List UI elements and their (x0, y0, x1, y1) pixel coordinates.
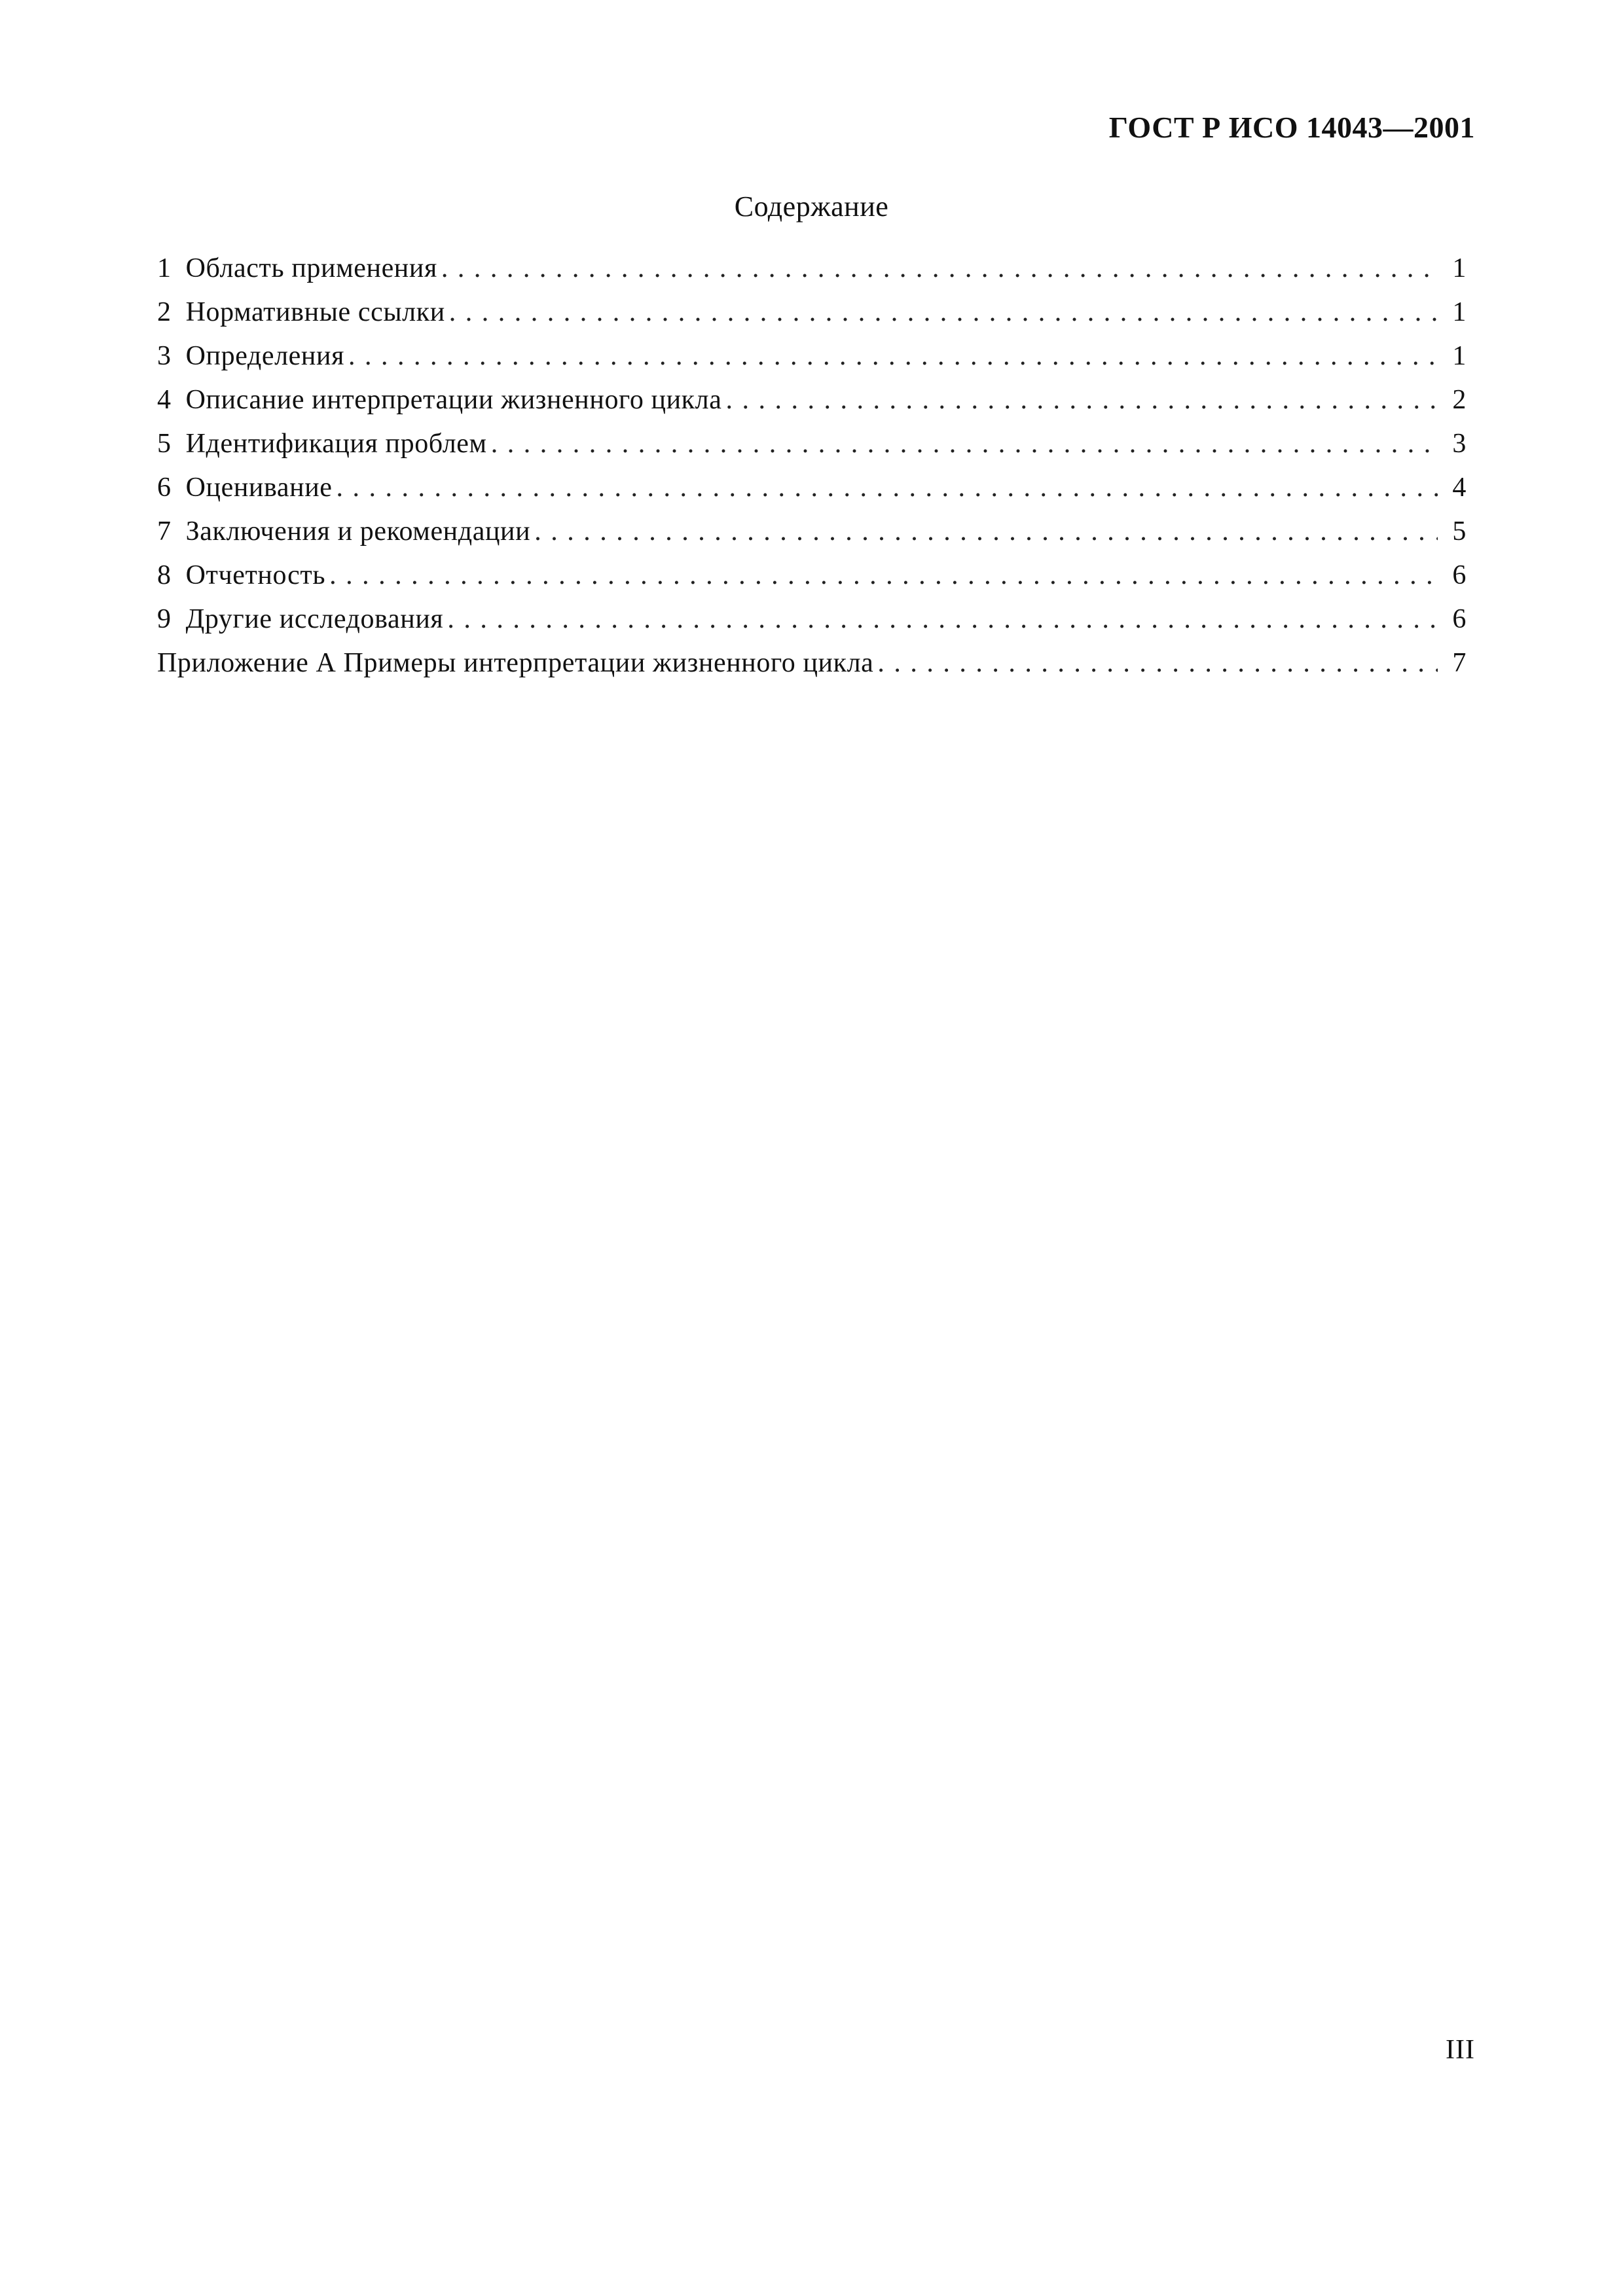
toc-entry-normative-references[interactable] (157, 296, 1467, 340)
toc-entry-page: 1 (1452, 297, 1467, 327)
toc-entry-interpretation-description[interactable] (157, 384, 1467, 428)
toc-leader-dots (877, 647, 1438, 679)
toc-entry-title: Заключения и рекомендации (185, 516, 531, 547)
toc-entry-page: 7 (1452, 648, 1467, 678)
toc-leader-dots (449, 296, 1438, 328)
toc-entry-page: 1 (1452, 341, 1467, 371)
toc-entry-number: 4 (157, 385, 172, 415)
toc-entry-annex-a[interactable] (157, 647, 1467, 691)
toc-entry-page: 2 (1452, 385, 1467, 415)
toc-entry-page: 5 (1452, 516, 1467, 547)
toc-entry-page: 6 (1452, 604, 1467, 634)
toc-entry-number: 2 (157, 297, 172, 327)
toc-entry-title: Оценивание (185, 473, 333, 503)
toc-entry-title: Другие исследования (185, 604, 444, 634)
toc-entry-issue-identification[interactable] (157, 428, 1467, 472)
toc-entry-title: Область применения (185, 253, 437, 283)
toc-leader-dots (447, 603, 1438, 635)
toc-entry-number: 7 (157, 516, 172, 547)
toc-entry-title: Идентификация проблем (185, 429, 487, 459)
toc-entry-number: 1 (157, 253, 172, 283)
toc-entry-page: 4 (1452, 473, 1467, 503)
page-number: III (1446, 2035, 1475, 2065)
toc-entry-evaluation[interactable] (157, 472, 1467, 516)
toc-leader-dots (534, 516, 1438, 547)
toc-entry-page: 1 (1452, 253, 1467, 283)
toc-leader-dots (726, 384, 1438, 416)
toc-entry-title: Приложение А Примеры интерпретации жизненного цикла (157, 648, 874, 678)
table-of-contents (157, 253, 1467, 691)
toc-leader-dots (329, 560, 1438, 591)
toc-leader-dots (441, 253, 1438, 284)
toc-entry-scope[interactable] (157, 253, 1467, 296)
toc-entry-number: 5 (157, 429, 172, 459)
toc-entry-title: Определения (185, 341, 344, 371)
toc-leader-dots (337, 472, 1438, 503)
toc-leader-dots (491, 428, 1438, 459)
toc-entry-number: 9 (157, 604, 172, 634)
toc-entry-number: 3 (157, 341, 172, 371)
toc-entry-title: Описание интерпретации жизненного цикла (185, 385, 722, 415)
toc-entry-definitions[interactable] (157, 340, 1467, 384)
toc-entry-conclusions[interactable] (157, 516, 1467, 560)
toc-entry-page: 3 (1452, 429, 1467, 459)
toc-entry-number: 6 (157, 473, 172, 503)
toc-entry-other-studies[interactable] (157, 603, 1467, 647)
toc-entry-reporting[interactable] (157, 560, 1467, 603)
toc-entry-page: 6 (1452, 560, 1467, 590)
document-code: ГОСТ Р ИСО 14043—2001 (1108, 111, 1475, 144)
toc-entry-title: Нормативные ссылки (185, 297, 445, 327)
toc-leader-dots (348, 340, 1438, 372)
toc-heading: Содержание (734, 190, 889, 223)
toc-entry-number: 8 (157, 560, 172, 590)
toc-entry-title: Отчетность (185, 560, 326, 590)
